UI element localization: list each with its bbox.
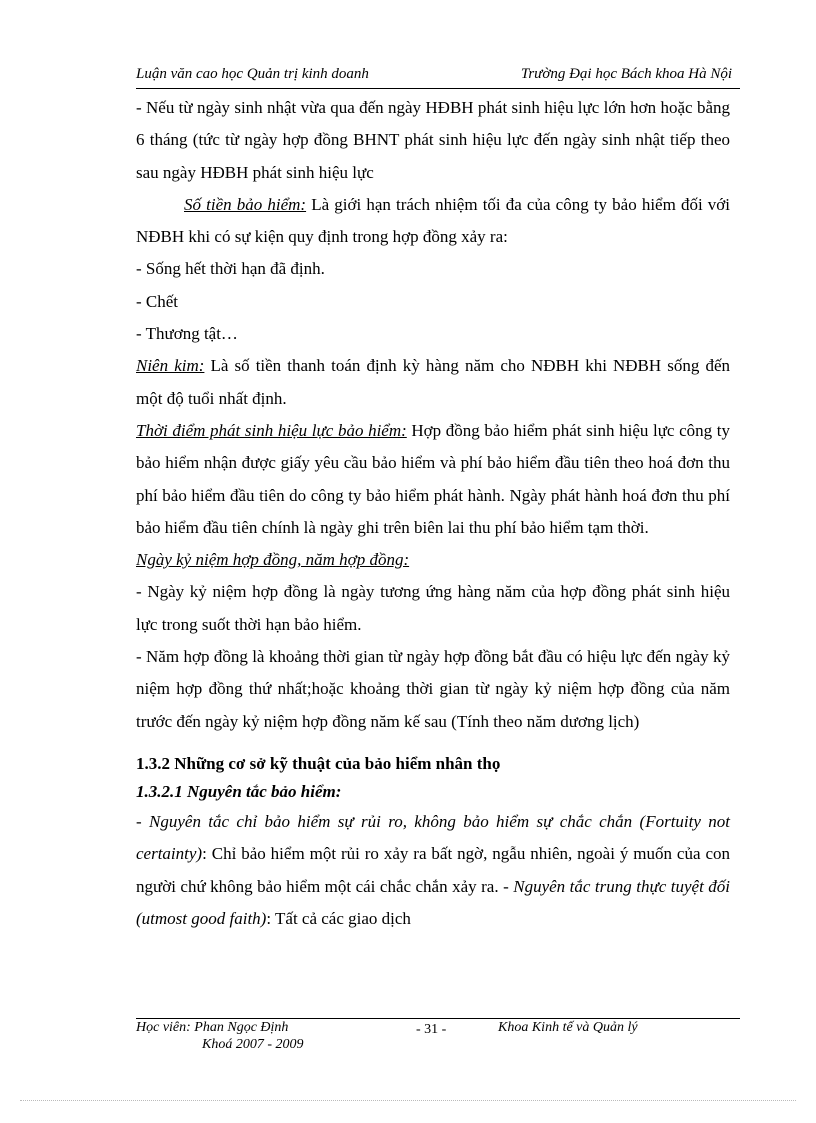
principle: - Nguyên tắc trung thực tuyệt đối (utmost good faith)	[136, 876, 731, 928]
document-body	[136, 92, 730, 935]
paragraph	[136, 544, 730, 576]
header-left: Luận văn cao học Quản trị kinh doanh	[136, 66, 369, 82]
term: Thời điểm phát sinh hiệu lực bảo hiểm:	[136, 420, 407, 440]
paragraph: - Năm hợp đồng là khoảng thời gian từ ngày hợp đồng bắt đầu có hiệu lực đến ngày kỷ niệm hợp đồng thứ nhất;hoặc khoảng thời gian từ ngày kỷ niệm hợp đồng của năm trước đến ngày kỷ niệm hợp đồng năm kế sau (Tính theo năm dương lịch)	[136, 647, 730, 731]
term: Niên kim:	[136, 356, 205, 376]
principle: - Nguyên tắc chỉ bảo hiểm sự rủi ro, không bảo hiểm sự chắc chắn (Fortuity not certainty)	[136, 811, 730, 864]
header-rule	[136, 88, 740, 89]
list-item: - Thương tật…	[136, 324, 238, 344]
paragraph	[136, 415, 730, 544]
header-right: Trường Đại học Bách khoa Hà Nội	[520, 66, 732, 82]
definition: Hợp đồng bảo hiểm phát sinh hiệu lực công ty bảo hiểm nhận được giấy yêu cầu bảo hiểm và phí bảo hiểm đầu tiên theo hoá đơn thu phí bảo hiểm đầu tiên do công ty bảo hiểm phát hành. Ngày phát hành hoá đơn thu phí bảo hiểm đầu tiên chính là ngày ghi trên biên lai thu phí bảo hiểm tạm thời.	[136, 420, 730, 537]
footer-rule	[136, 1018, 740, 1019]
list-item: - Chết	[136, 291, 179, 311]
term: Số tiền bảo hiểm:	[184, 194, 307, 214]
definition: : Tất cả các giao dịch	[266, 908, 411, 928]
section-heading: 1.3.2 Những cơ sở kỹ thuật của bảo hiểm nhân thọ	[136, 753, 501, 773]
paragraph: - Nếu từ ngày sinh nhật vừa qua đến ngày HĐBH phát sinh hiệu lực lớn hơn hoặc bằng 6 tháng (tức từ ngày hợp đồng BHNT phát sinh hiệu lực đến ngày sinh nhật tiếp theo sau ngày HĐBH phát sinh hiệu lực	[136, 98, 730, 182]
definition: Là giới hạn trách nhiệm tối đa của công ty bảo hiểm đối với NĐBH khi có sự kiện quy định trong hợp đồng xảy ra:	[136, 194, 731, 247]
subsection-heading: 1.3.2.1 Nguyên tắc bảo hiểm:	[136, 781, 342, 801]
page-header	[136, 66, 732, 88]
paragraph	[136, 189, 730, 254]
page-number: - 31 -	[416, 1022, 447, 1037]
paragraph: - Ngày kỷ niệm hợp đồng là ngày tương ứng hàng năm của hợp đồng phát sinh hiệu lực trong suốt thời hạn bảo hiểm.	[136, 582, 730, 634]
list-item: - Sống hết thời hạn đã định.	[136, 259, 325, 279]
footer-student: Học viên: Phan Ngọc Định	[136, 1020, 289, 1035]
definition: : Chỉ bảo hiểm một rủi ro xảy ra bất ngờ, ngẫu nhiên, ngoài ý muốn của con người chứ không bảo hiểm một cái chắc chắn xảy ra.	[136, 844, 730, 896]
paragraph	[136, 806, 730, 935]
definition: Là số tiền thanh toán định kỳ hàng năm cho NĐBH khi NĐBH sống đến một độ tuổi nhất định.	[136, 356, 730, 408]
term: Ngày kỷ niệm hợp đồng, năm hợp đồng:	[136, 550, 410, 570]
paragraph	[136, 350, 730, 415]
page-edge-divider	[20, 1100, 796, 1101]
footer-course: Khoá 2007 - 2009	[202, 1037, 304, 1052]
footer-faculty: Khoa Kinh tế và Quản lý	[498, 1020, 638, 1035]
